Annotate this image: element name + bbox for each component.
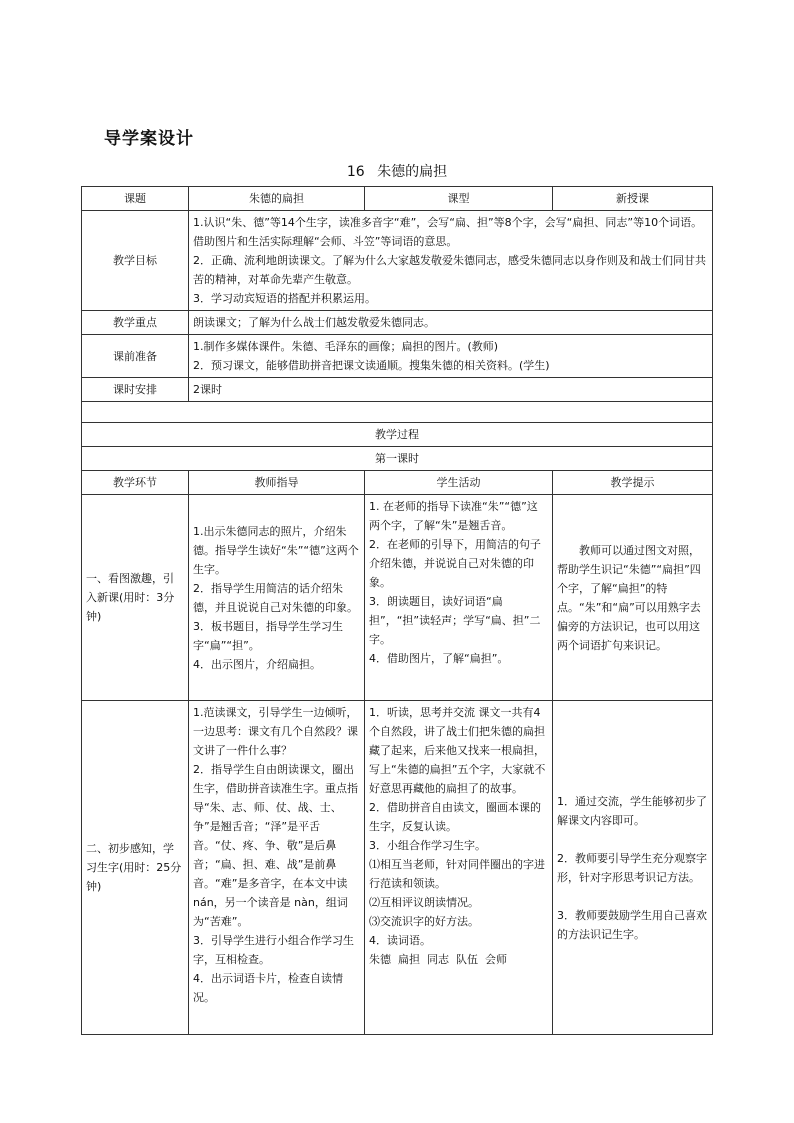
type-label: 课型	[365, 187, 553, 211]
student-item: ⑴相互当老师，针对同伴圈出的字进行范读和领读。	[369, 858, 545, 890]
teacher-item: 4．出示词语卡片，检查自读情况。	[193, 972, 343, 1004]
topic-value: 朱德的扁担	[189, 187, 365, 211]
teacher-item: 2．指导学生用简洁的话介绍朱德，并且说说自己对朱德的印象。	[193, 581, 358, 614]
student-item: 3．小组合作学习生字。	[369, 839, 486, 852]
prep-item: 1.制作多媒体课件。朱德、毛泽东的画像；扁担的图片。(教师)	[193, 340, 499, 353]
teacher-cell	[189, 495, 365, 701]
student-cell	[365, 701, 553, 1035]
col-header-student: 学生活动	[365, 471, 553, 495]
student-item: 朱德 扁担 同志 队伍 会师	[369, 953, 507, 966]
col-header-step: 教学环节	[82, 471, 189, 495]
student-item: 1. 在老师的指导下读准“朱”“德”这两个字，了解“朱”是翘舌音。	[369, 500, 538, 532]
teacher-item: 4．出示图片，介绍扁担。	[193, 657, 321, 671]
goals-content	[189, 211, 713, 311]
col-header-tips: 教学提示	[553, 471, 713, 495]
lesson-one-title: 第一课时	[82, 447, 713, 471]
topic-label: 课题	[82, 187, 189, 211]
lesson-title	[0, 161, 794, 181]
lesson-plan-table	[81, 186, 713, 1035]
teacher-item: 3．板书题目，指导学生学习生字“扁”“担”。	[193, 619, 343, 652]
student-item: ⑵互相评议朗读情况。	[369, 896, 479, 909]
teacher-item: 2．指导学生自由朗读课文，圈出生字，借助拼音读准生字。重点指导“朱、志、师、仗、战、士、争”是翘舌音；“泽”是平舌音。“仗、疼、争、敬”是后鼻音；“扁、担、难、战”是前鼻音。“难”是多音字，在本文中读 nán，另一个读音是 nàn，组词为“苦难”。	[193, 763, 358, 928]
step-cell: 二、初步感知，学习生字(用时：25分钟)	[82, 701, 189, 1035]
student-item: 4．读词语。	[369, 934, 431, 947]
teacher-item: 3．引导学生进行小组合作学习生字，互相检查。	[193, 934, 354, 966]
goal-item: 1.认识“朱、德”等14个生字，读准多音字“难”，会写“扁、担”等8个字，会写“扁担、同志”等10个词语。借助图片和生活实际理解“会师、斗笠”等词语的意思。	[193, 216, 703, 248]
focus-label: 教学重点	[82, 311, 189, 335]
hours-label: 课时安排	[82, 378, 189, 402]
spacer-row	[82, 402, 713, 423]
teacher-item: 1.出示朱德同志的照片，介绍朱德。指导学生读好“朱”“德”这两个生字。	[193, 524, 359, 576]
tips-cell	[553, 701, 713, 1035]
step-cell: 一、看图激趣，引入新课(用时：3分钟)	[82, 495, 189, 701]
student-item: ⑶交流识字的好方法。	[369, 915, 479, 928]
type-value: 新授课	[553, 187, 713, 211]
tips-cell	[553, 495, 713, 701]
student-item: 3．朗读题目，读好词语“扁担”，“担”读轻声；学写“扁、担”二字。	[369, 595, 541, 646]
goals-label: 教学目标	[82, 211, 189, 311]
prep-content	[189, 335, 713, 378]
student-item: 4．借助图片，了解“扁担”。	[369, 652, 509, 665]
tip-item: 3．教师要鼓励学生用自己喜欢的方法识记生字。	[557, 908, 707, 941]
document-title: 导学案设计	[104, 129, 194, 149]
tip-item: 教师可以通过图文对照，帮助学生识记“朱德”“扁担”四个字，了解“扁担”的特点。“朱”和“扁”可以用熟字去偏旁的方法识记，也可以用这两个词语扩句来识记。	[557, 543, 701, 652]
lesson-number: 16	[346, 164, 365, 180]
tip-item: 1．通过交流，学生能够初步了解课文内容即可。	[557, 794, 707, 827]
lesson-name: 朱德的扁担	[377, 164, 448, 180]
hours-value: 2课时	[189, 378, 713, 402]
goal-item: 3．学习动宾短语的搭配并积累运用。	[193, 292, 376, 305]
prep-label: 课前准备	[82, 335, 189, 378]
student-item: 2．在老师的引导下，用简洁的句子介绍朱德，并说说自己对朱德的印象。	[369, 538, 541, 589]
col-header-teacher: 教师指导	[189, 471, 365, 495]
prep-item: 2．预习课文，能够借助拼音把课文读通顺。搜集朱德的相关资料。(学生)	[193, 359, 550, 372]
teacher-cell	[189, 701, 365, 1035]
student-item: 1．听读，思考并交流 课文一共有4个自然段，讲了战士们把朱德的扁担藏了起来，后来他又找来一根扁担，写上“朱德的扁担”五个字，大家就不好意思再藏他的扁担了的故事。	[369, 706, 546, 795]
student-cell	[365, 495, 553, 701]
student-item: 2．借助拼音自由读文，圈画本课的生字，反复认读。	[369, 801, 541, 833]
focus-text: 朗读课文；了解为什么战士们越发敬爱朱德同志。	[189, 311, 713, 335]
process-title: 教学过程	[82, 423, 713, 447]
teacher-item: 1.范读课文，引导学生一边倾听，一边思考：课文有几个自然段？课文讲了一件什么事？	[193, 706, 358, 757]
goal-item: 2．正确、流利地朗读课文。了解为什么大家越发敬爱朱德同志，感受朱德同志以身作则及和战士们同甘共苦的精神，对革命先辈产生敬意。	[193, 254, 706, 286]
tip-item: 2．教师要引导学生充分观察字形，针对字形思考识记方法。	[557, 851, 707, 884]
